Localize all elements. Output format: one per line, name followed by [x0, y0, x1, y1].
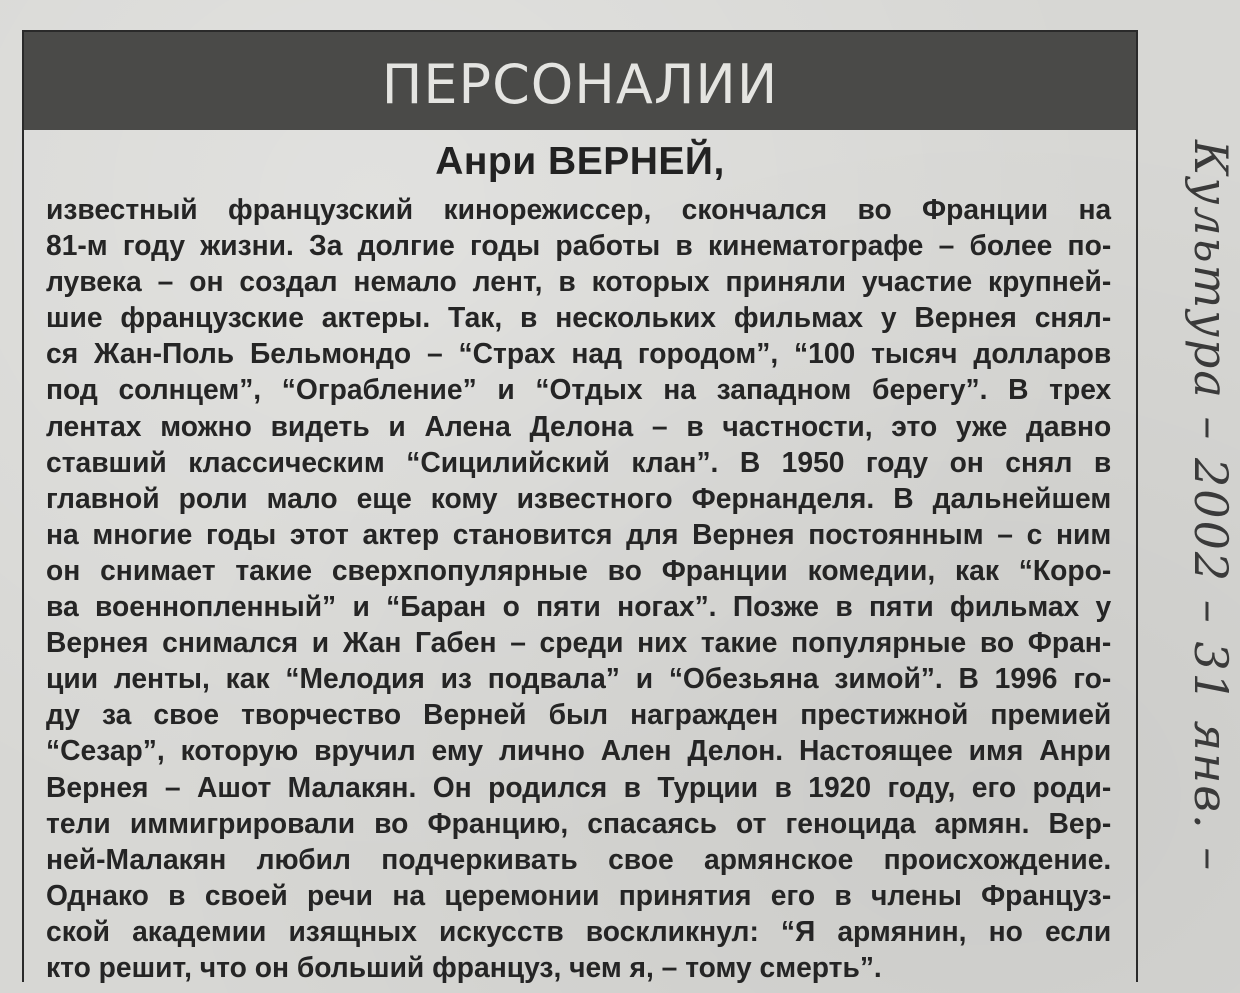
article-line: главной роли мало еще кому известного Фернанделя. В дальнейшем [46, 482, 1112, 515]
article-line: ва военнопленный” и “Баран о пяти ногах”. Позже в пяти фильмах у [46, 591, 1112, 624]
handwritten-note [1158, 140, 1238, 960]
article-line: известный французский кинорежиссер, скончался во Франции на [46, 194, 1112, 226]
article-line: “Сезар”, которую вручил ему лично Ален Делон. Настоящее имя Анри [46, 735, 1112, 768]
article-line: он снимает такие сверхпопулярные во Франции комедии, как “Коро- [46, 554, 1112, 587]
article-line: ся Жан-Поль Бельмондо – “Страх над городом”, “100 тысяч долларов [46, 338, 1112, 371]
article-frame [22, 30, 1138, 982]
article-line: лентах можно видеть и Алена Делона – в частности, это уже давно [46, 410, 1112, 443]
article-line: 81-м году жизни. За долгие годы работы в кинематографе – более по- [46, 230, 1112, 263]
article-line: под солнцем”, “Ограбление” и “Отдых на западном берегу”. В трех [46, 374, 1112, 407]
article-line: Вернея – Ашот Малакян. Он родился в Турции в 1920 году, его роди- [46, 771, 1112, 804]
article-body [46, 192, 1111, 986]
article-line: ставший классическим “Сицилийский клан”. В 1950 году он снял в [46, 446, 1112, 479]
article-line: Однако в своей речи на церемонии принятия его в члены Француз- [46, 879, 1112, 912]
article-headline: Анри ВЕРНЕЙ, [435, 140, 725, 183]
rubric-banner [24, 32, 1136, 130]
article-line: Вернея снимался и Жан Габен – среди них такие популярные во Фран- [46, 627, 1112, 660]
article-line: на многие годы этот актер становится для Вернея постоянным – с ним [46, 518, 1112, 551]
article-line: ской академии изящных искусств воскликнул: “Я армянин, но если [46, 915, 1112, 948]
article-line: ней-Малакян любил подчеркивать свое армянское происхождение. [46, 843, 1112, 876]
handwritten-source-date: Культура – 2002 – 31 янв. – [1184, 140, 1238, 873]
article-line: кто решит, что он больший француз, чем я, – тому смерть”. [46, 951, 882, 984]
article-line: лувека – он создал немало лент, в которых приняли участие крупней- [46, 266, 1112, 299]
article-line: ду за свое творчество Верней был награжден престижной премией [46, 699, 1112, 732]
article-line: шие французские актеры. Так, в нескольких фильмах у Вернея снял- [46, 302, 1112, 335]
article-line: ции ленты, как “Мелодия из подвала” и “Обезьяна зимой”. В 1996 го- [46, 663, 1112, 696]
article-line: тели иммигрировали во Францию, спасаясь от геноцида армян. Вер- [46, 807, 1112, 840]
rubric-title: ПЕРСОНАЛИИ [381, 52, 779, 116]
